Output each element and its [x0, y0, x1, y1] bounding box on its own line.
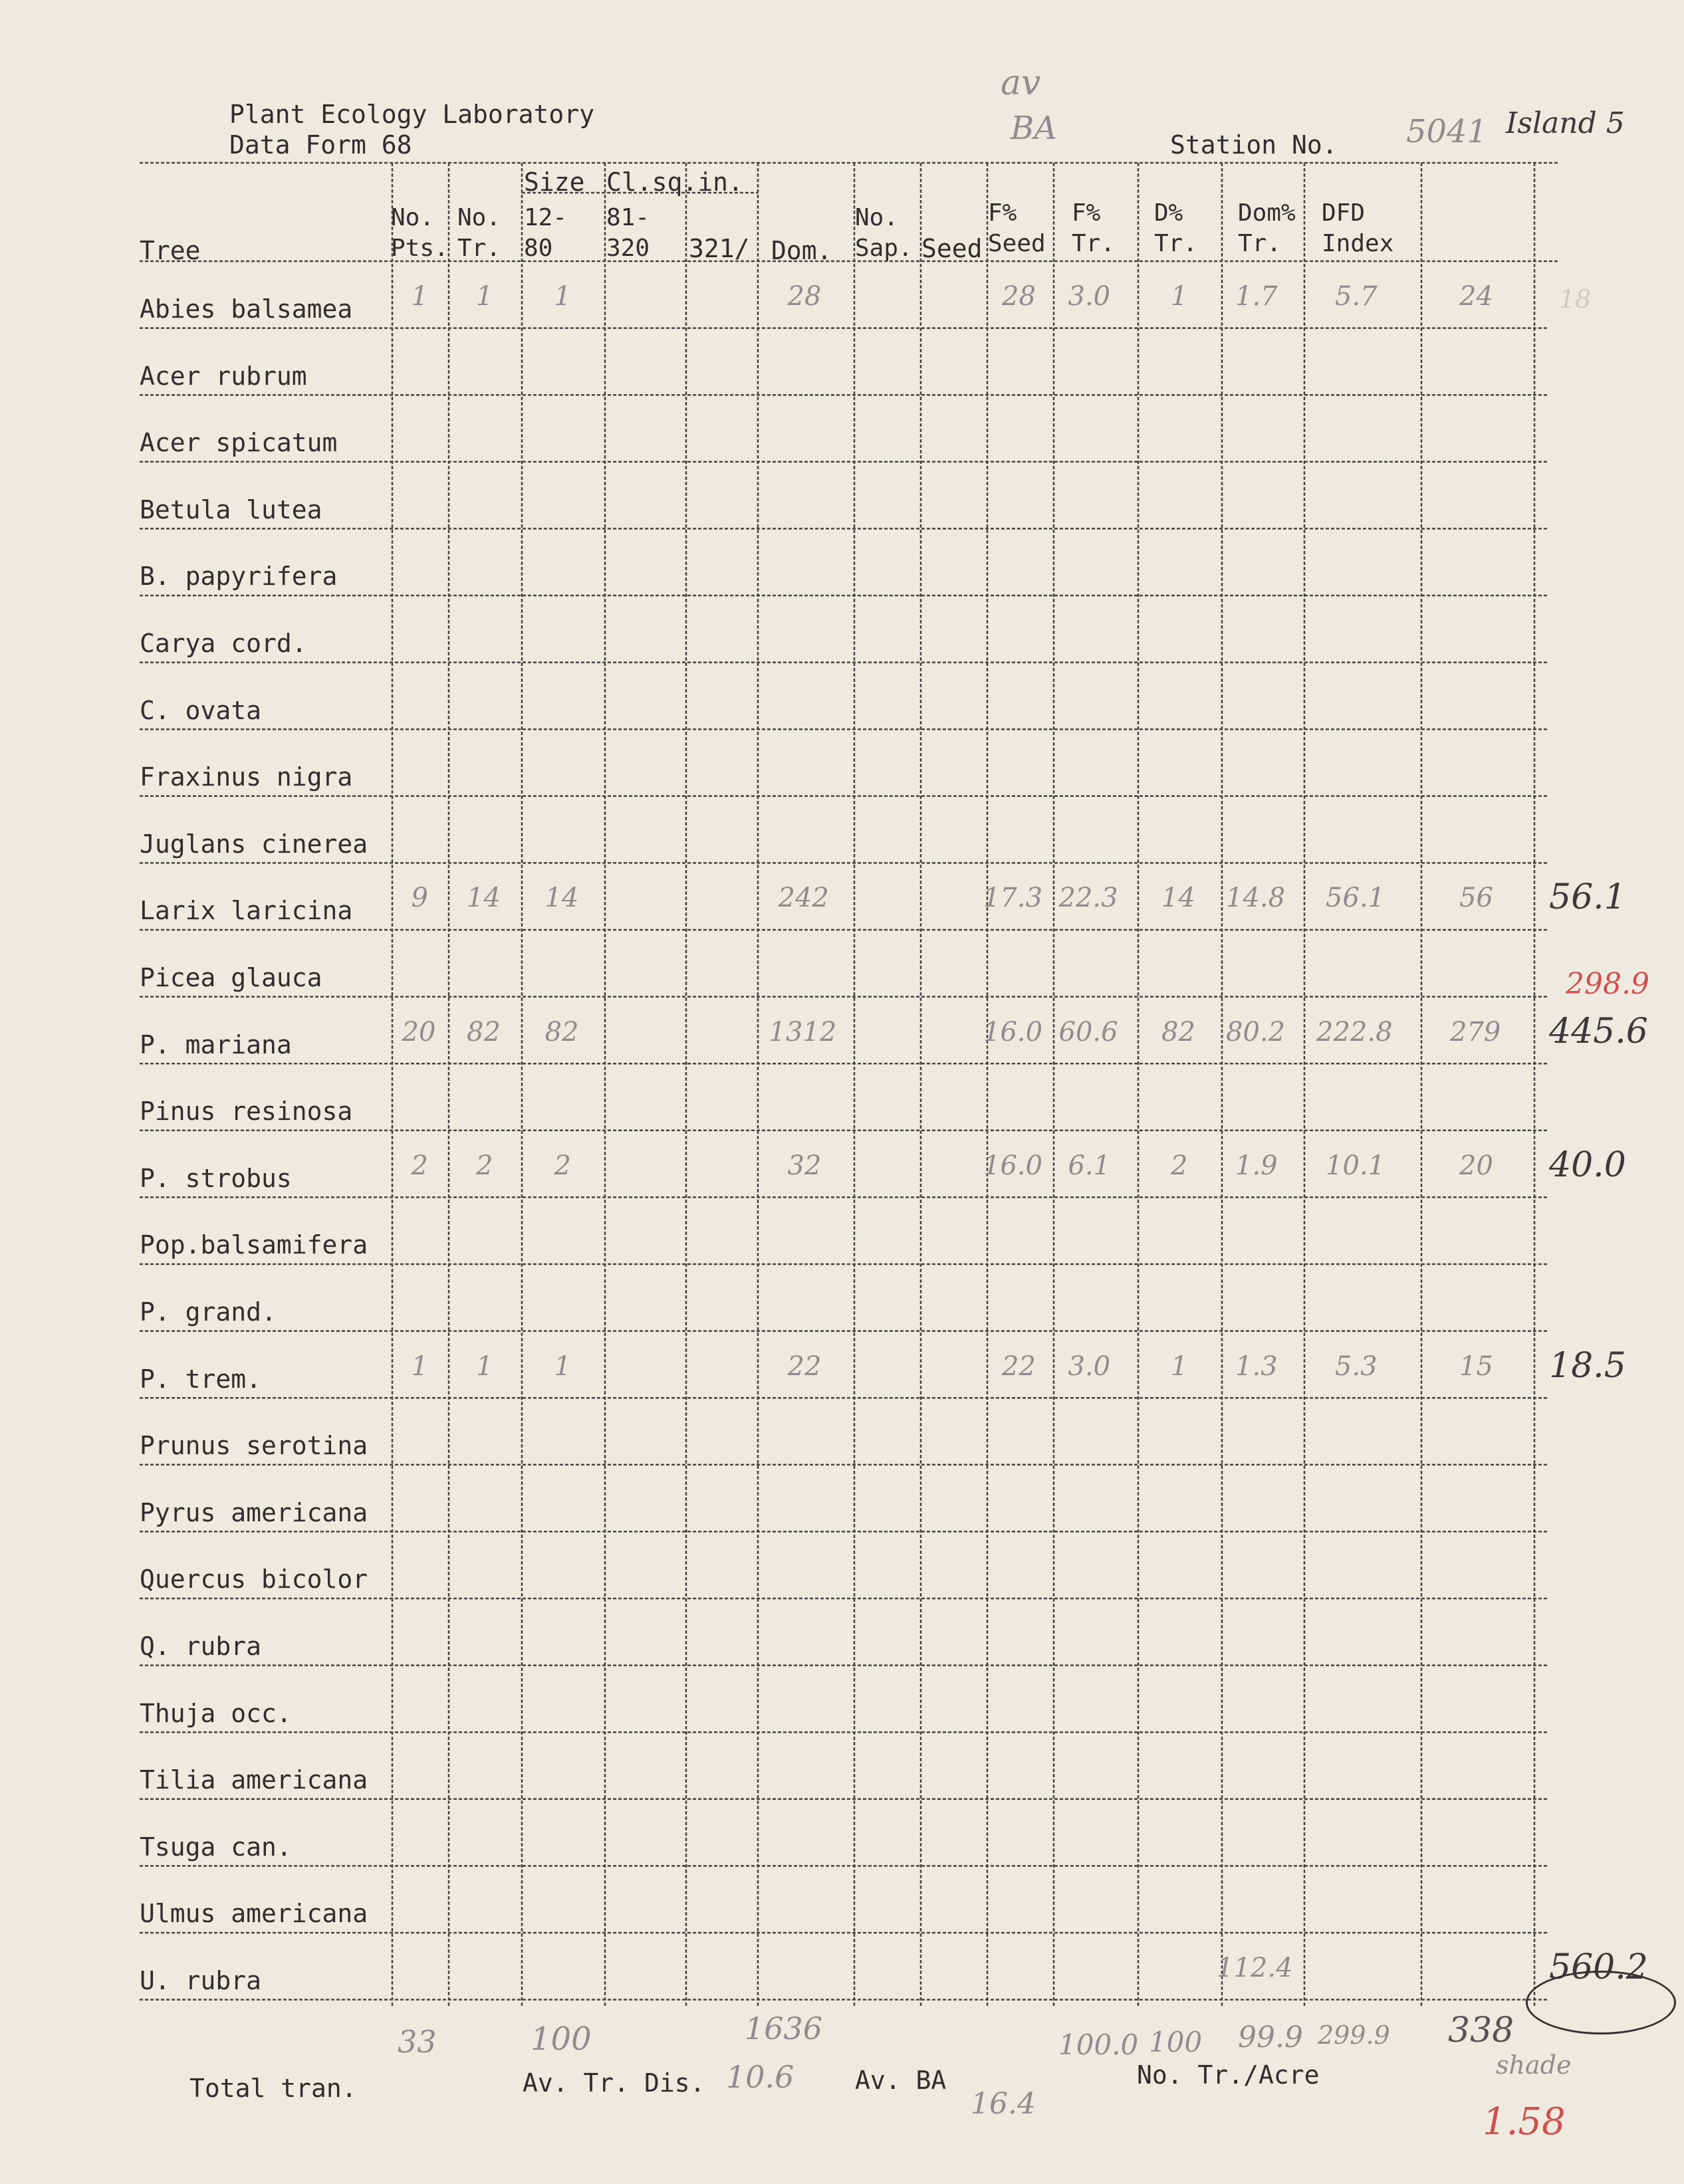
- margin-value: 18.5: [1549, 1345, 1626, 1386]
- cell-value: 1: [411, 1351, 428, 1382]
- total-dom: 1636: [745, 2011, 823, 2046]
- col-81-320-line1: 81-: [606, 204, 650, 231]
- cell-value: 1.3: [1235, 1351, 1278, 1382]
- cell-value: 5.7: [1335, 281, 1378, 312]
- top-note-ba: BA: [1011, 110, 1057, 147]
- margin-value: 560.2: [1549, 1947, 1648, 1987]
- col-clsq: Cl.sq.in.: [606, 167, 743, 197]
- station-value: 5041: [1406, 113, 1488, 150]
- col-sap-line1: No.: [855, 204, 899, 231]
- cell-value: 22.3: [1058, 883, 1118, 914]
- col-tr-line1: No.: [457, 204, 501, 231]
- species-name: Abies balsamea: [140, 294, 353, 324]
- species-name: Pop.balsamifera: [140, 1230, 368, 1260]
- total-pts: 33: [398, 2024, 437, 2060]
- cell-value: 3.0: [1068, 281, 1111, 312]
- species-name: Betula lutea: [140, 494, 322, 524]
- station-label: Station No.: [1170, 130, 1338, 160]
- col-81-320-line2: 320: [606, 235, 650, 262]
- species-name: Larix laricina: [140, 896, 353, 926]
- circled-total-mark: [1526, 1971, 1676, 2034]
- cell-value: 3.0: [1068, 1351, 1111, 1382]
- col-dfd-line1: DFD: [1322, 199, 1366, 227]
- species-name: Tsuga can.: [140, 1832, 292, 1862]
- cell-value: 1: [476, 1351, 493, 1382]
- col-pts-line1: No.: [391, 204, 435, 231]
- col-dfd-line2: Index: [1322, 230, 1394, 257]
- cell-value: 82: [544, 1016, 579, 1047]
- col-size: Size: [524, 167, 585, 197]
- cell-value: 222.8: [1316, 1016, 1393, 1047]
- cell-value: 6.1: [1068, 1150, 1111, 1181]
- species-name: Carya cord.: [140, 629, 307, 658]
- cell-value: 1: [554, 281, 571, 312]
- cell-value: 28: [1002, 281, 1036, 312]
- red-margin-value: 298.9: [1566, 966, 1649, 1001]
- footer-av-tr-dis: Av. Tr. Dis.: [523, 2068, 705, 2098]
- col-dtr-line1: D%: [1154, 199, 1183, 227]
- species-name: Picea glauca: [140, 963, 322, 992]
- species-name: Pyrus americana: [140, 1497, 368, 1527]
- shade-note: shade: [1496, 2050, 1572, 2080]
- cell-value: 17.3: [983, 883, 1043, 914]
- cell-value: 28: [787, 281, 822, 312]
- col-domtr-line2: Tr.: [1238, 230, 1282, 257]
- col-dtr-line2: Tr.: [1154, 230, 1198, 257]
- species-name: P. grand.: [140, 1297, 277, 1327]
- cell-value: 16.0: [983, 1150, 1043, 1181]
- cell-value: 1: [1171, 1351, 1188, 1382]
- col-ftr-line1: F%: [1072, 199, 1101, 227]
- col-seed: Seed: [921, 234, 983, 263]
- col-ftr-line2: Tr.: [1072, 230, 1116, 257]
- total-dfd: 299.9: [1318, 2020, 1390, 2050]
- cell-value: 14.8: [1226, 883, 1286, 914]
- cell-value: 2: [411, 1150, 428, 1181]
- species-name: Tilia americana: [140, 1765, 368, 1795]
- species-name: Ulmus americana: [140, 1899, 368, 1929]
- col-pts-line2: Pts.: [391, 235, 449, 262]
- cell-value: 10.1: [1326, 1150, 1385, 1181]
- cell-value: 9: [411, 883, 428, 914]
- species-name: P. strobus: [140, 1163, 292, 1193]
- cell-value: 14: [467, 883, 501, 914]
- av-ba-value: 16.4: [971, 2087, 1036, 2121]
- footer-total-tran: Total tran.: [189, 2074, 357, 2103]
- species-name: Quercus bicolor: [140, 1565, 368, 1594]
- col-dom: Dom.: [771, 236, 832, 265]
- col-12-80-line1: 12-: [524, 204, 568, 231]
- cell-value: 56: [1459, 883, 1493, 914]
- cell-value: 2: [554, 1150, 571, 1181]
- cell-value: 5.3: [1335, 1351, 1378, 1382]
- cell-value: 82: [467, 1016, 501, 1047]
- cell-value: 1.9: [1235, 1150, 1278, 1181]
- form-number: Data Form 68: [229, 130, 412, 160]
- cell-value: 242: [778, 883, 829, 914]
- margin-value: 56.1: [1549, 877, 1626, 918]
- species-name: Q. rubra: [140, 1632, 262, 1661]
- col-12-80-line2: 80: [524, 235, 553, 262]
- col-tree: Tree: [140, 236, 201, 265]
- col-fseed-line2: Seed: [988, 230, 1046, 257]
- species-name: Juglans cinerea: [140, 829, 368, 859]
- total-fseed: 100.0: [1058, 2028, 1139, 2061]
- total-tr: 100: [531, 2020, 592, 2058]
- species-name: B. papyrifera: [140, 562, 338, 592]
- lab-title: Plant Ecology Laboratory: [229, 100, 595, 129]
- species-name: Prunus serotina: [140, 1431, 368, 1461]
- cell-value: 1: [1171, 281, 1188, 312]
- total-ftr: 100: [1149, 2026, 1203, 2058]
- cell-value: 24: [1459, 281, 1493, 312]
- species-name: Acer spicatum: [140, 428, 338, 458]
- faint-margin-value: 18: [1559, 284, 1592, 314]
- margin-value: 40.0: [1549, 1145, 1626, 1185]
- footer-av-ba: Av. BA: [855, 2066, 947, 2095]
- col-321: 321/: [689, 234, 750, 263]
- cell-value: 1: [411, 281, 428, 312]
- species-name: P. mariana: [140, 1030, 292, 1059]
- species-name: Thuja occ.: [140, 1698, 292, 1728]
- cell-value: 20: [1459, 1150, 1493, 1181]
- cell-value: 2: [476, 1150, 493, 1181]
- col-domtr-line1: Dom%: [1238, 199, 1296, 227]
- cell-value: 80.2: [1226, 1016, 1286, 1047]
- species-name: Fraxinus nigra: [140, 762, 353, 792]
- cell-value: 22: [1002, 1351, 1036, 1382]
- footer-no-tr-acre: No. Tr./Acre: [1137, 2060, 1320, 2090]
- species-name: U. rubra: [140, 1966, 262, 1995]
- species-name: Pinus resinosa: [140, 1097, 353, 1127]
- total-domtr: 99.9: [1238, 2020, 1303, 2054]
- cell-value: 16.0: [983, 1016, 1043, 1047]
- cell-value: 2: [1171, 1150, 1188, 1181]
- margin-value: 445.6: [1549, 1011, 1648, 1051]
- col-tr-line2: Tr.: [457, 235, 501, 262]
- cell-value: 82: [1161, 1016, 1195, 1047]
- total-last: 338: [1448, 2011, 1514, 2050]
- cell-value: 15: [1459, 1351, 1493, 1382]
- species-name: Acer rubrum: [140, 361, 307, 391]
- col-fseed-line1: F%: [988, 199, 1017, 227]
- cell-value: 1312: [769, 1016, 837, 1047]
- cell-value: 279: [1450, 1016, 1501, 1047]
- cell-value: 56.1: [1326, 883, 1385, 914]
- cell-value: 60.6: [1058, 1016, 1118, 1047]
- cell-value: 1.7: [1235, 281, 1278, 312]
- species-name: C. ovata: [140, 695, 262, 725]
- col-sap-line2: Sap.: [855, 235, 913, 262]
- cell-value: 1: [476, 281, 493, 312]
- species-name: P. trem.: [140, 1364, 262, 1394]
- cell-value: 22: [787, 1351, 822, 1382]
- cell-value: 14: [544, 883, 579, 914]
- cell-value: 20: [402, 1016, 436, 1047]
- red-total: 1.58: [1483, 2100, 1566, 2143]
- cell-value: 1: [554, 1351, 571, 1382]
- cell-value: 32: [787, 1150, 822, 1181]
- cell-value: 14: [1161, 883, 1195, 914]
- cell-value: 112.4: [1217, 1953, 1293, 1983]
- av-dis-value: 10.6: [726, 2059, 794, 2095]
- top-note-av: av: [1001, 63, 1041, 103]
- station-note: Island 5: [1506, 106, 1625, 140]
